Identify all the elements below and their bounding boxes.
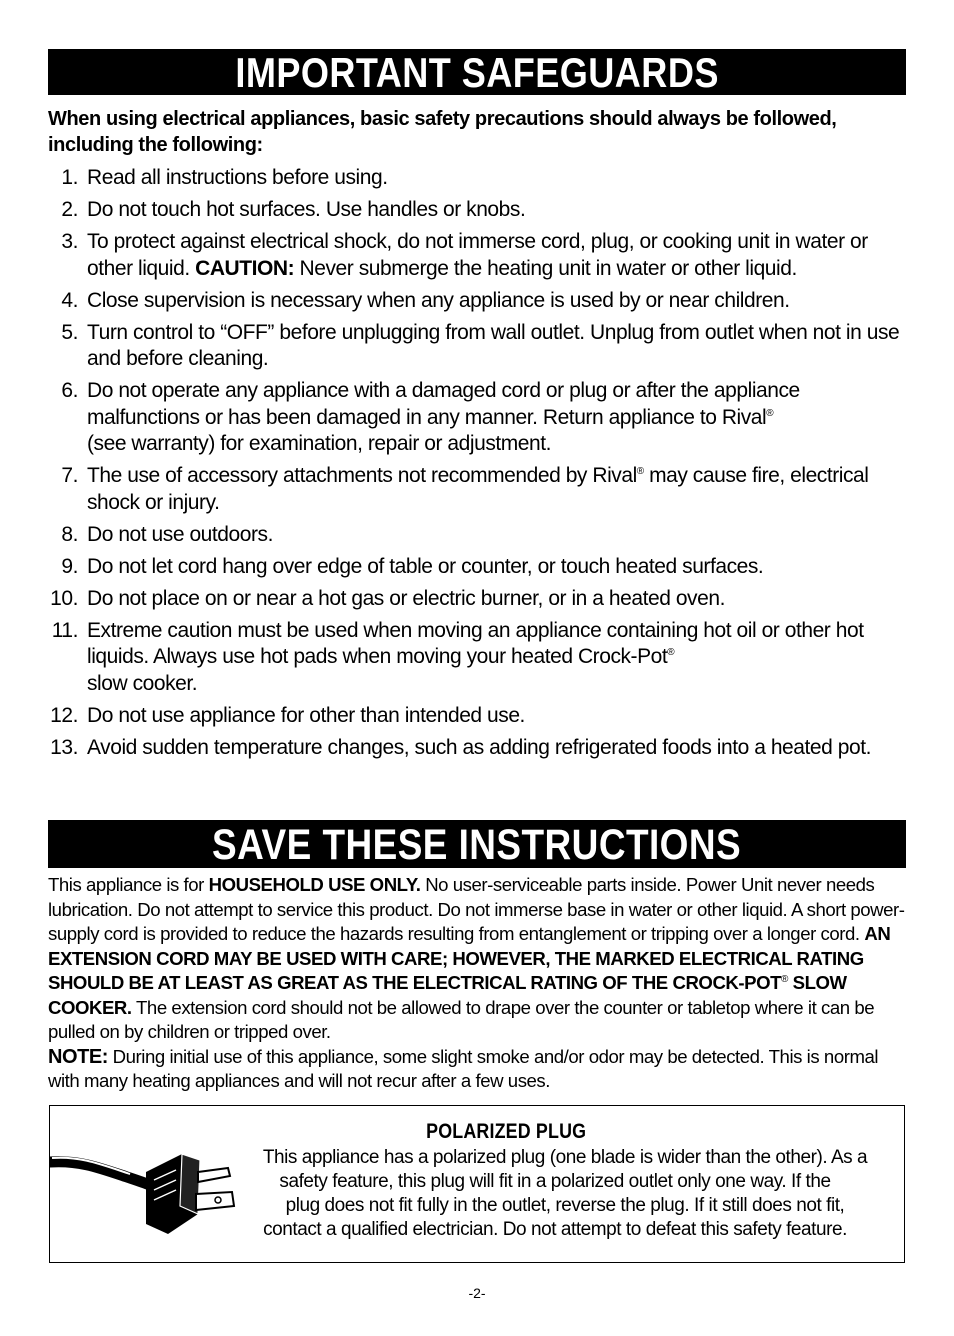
- list-item: 8. Do not use outdoors.: [61, 522, 273, 546]
- save-instructions-banner: [48, 820, 906, 868]
- list-item: 2. Do not touch hot surfaces. Use handles or knobs.: [61, 198, 526, 221]
- household-use-label: HOUSEHOLD USE ONLY.: [208, 874, 421, 895]
- page-number: -2-: [468, 1285, 486, 1301]
- household-use-notice: This appliance is for HOUSEHOLD USE ONLY. No user-serviceable parts inside. Power Unit never needs lubrication. Do not attempt to service this product. Do not immerse base in water or other liquid. A short power-supply cord is provided to reduce the hazards resulting from entanglement or tripping over a longer cord. AN EXTENSION CORD MAY BE USED WITH CARE; HOWEVER, THE MARKED ELECTRICAL RATING SHOULD BE AT LEAST AS GREAT AS THE ELECTRICAL RATING OF THE CROCK-POT® SLOW COOKER. The extension cord should not be allowed to drape over the counter or tabletop where it can be pulled on by children or tripped over. NOTE: During initial use of this appliance, some slight smoke and/or odor may be detected. This is normal with many heating appliances and will not recur after a few uses.: [48, 874, 905, 1091]
- registered-mark: ®: [636, 466, 644, 477]
- list-item: 1. Read all instructions before using.: [61, 166, 388, 189]
- registered-mark: ®: [667, 647, 675, 658]
- registered-mark: ®: [766, 407, 774, 419]
- list-item: 9. Do not let cord hang over edge of table or counter, or touch heated surfaces.: [61, 554, 764, 578]
- note-label: NOTE:: [48, 1045, 108, 1068]
- polarized-plug-text: This appliance has a polarized plug (one blade is wider than the other). As a safety feature, this plug will fit in a polarized outlet only one way. If the plug does not fit fully in the outlet, reverse the plug. If it still does not fit, contact a qualified electrician. Do not attempt to defeat this safety feature.: [262, 1147, 868, 1240]
- list-item: 5. Turn control to “OFF” before unplugging from wall outlet. Unplug from outlet when not in use and before cleaning.: [61, 320, 900, 370]
- safeguards-list: [40, 165, 910, 767]
- important-safeguards-banner: [48, 49, 906, 95]
- list-item: 12. Do not use appliance for other than intended use.: [50, 703, 525, 727]
- list-item: 3. To protect against electrical shock, do not immerse cord, plug, or cooking unit in water or other liquid. CAUTION: Never submerge the heating unit in water or other liquid.: [61, 230, 868, 280]
- list-item: 6. Do not operate any appliance with a damaged cord or plug or after the appliance malfunctions or has been damaged in any manner. Return appliance to Rival® (see warranty) for examination, repair or adjustment.: [61, 379, 800, 455]
- list-item: 10. Do not place on or near a hot gas or electric burner, or in a heated oven.: [50, 586, 725, 610]
- polarized-plug-title: POLARIZED PLUG: [425, 1120, 587, 1143]
- caution-label: CAUTION:: [195, 256, 295, 280]
- registered-mark: ®: [781, 973, 788, 985]
- extension-cord-warning: AN EXTENSION CORD MAY BE USED WITH CARE; HOWEVER, THE MARKED ELECTRICAL RATING SHOULD BE AT LEAST AS GREAT AS THE ELECTRICAL RATING OF THE CROCK-POT: [48, 923, 891, 993]
- intro-text: When using electrical appliances, basic safety precautions should always be followed, including the following:: [48, 108, 837, 156]
- polarized-plug-box: [49, 1105, 905, 1263]
- list-item: 7. The use of accessory attachments not recommended by Rival® may cause fire, electrical shock or injury.: [61, 464, 869, 514]
- banner-title: SAVE THESE INSTRUCTIONS: [212, 821, 742, 869]
- list-item: 11. Extreme caution must be used when moving an appliance containing hot oil or other hot liquids. Always use hot pads when moving your heated Crock-Pot® slow cooker.: [51, 618, 864, 695]
- list-item: 13. Avoid sudden temperature changes, such as adding refrigerated foods into a heated pot.: [50, 735, 871, 759]
- list-item: 4. Close supervision is necessary when any appliance is used by or near children.: [61, 288, 790, 312]
- banner-title: IMPORTANT SAFEGUARDS: [235, 49, 719, 96]
